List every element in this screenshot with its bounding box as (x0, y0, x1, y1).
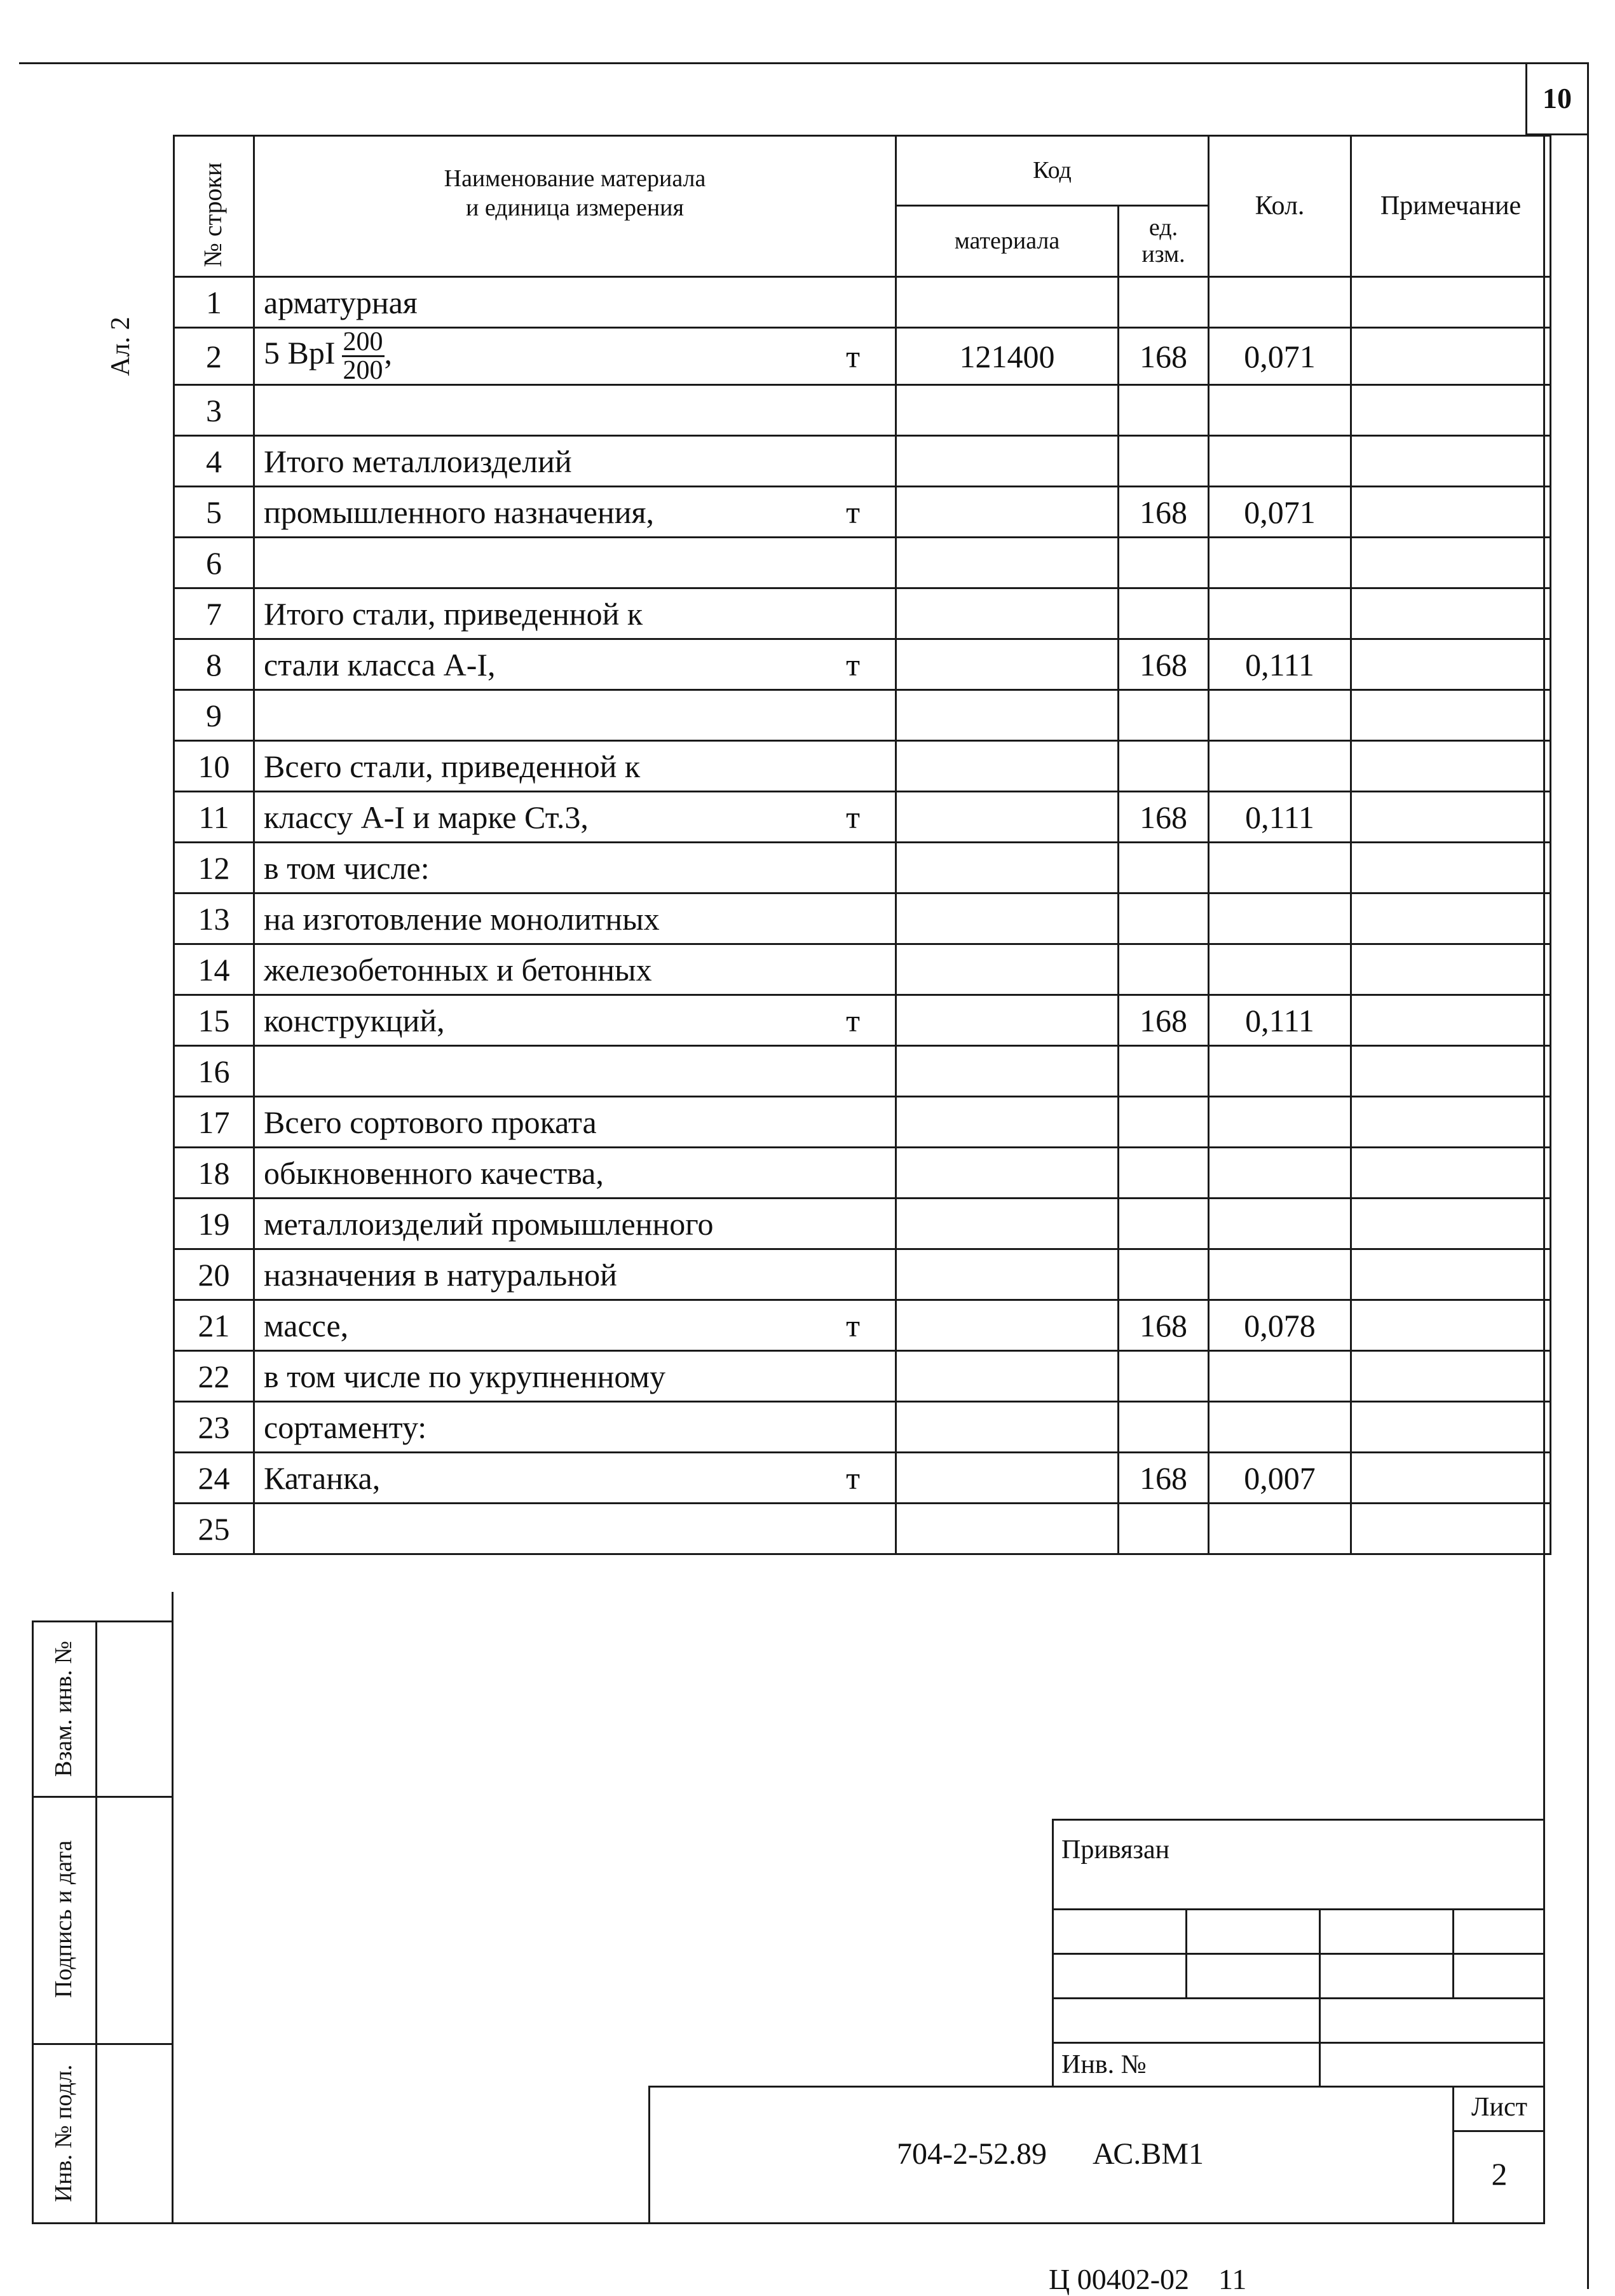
material-code-cell (896, 277, 1119, 328)
table-row (174, 436, 1551, 487)
tb-list-label: Лист (1471, 2093, 1527, 2122)
quantity-cell (1209, 1097, 1351, 1148)
unit-of-measure: т (846, 1002, 860, 1038)
material-name-cell (254, 1402, 896, 1453)
note-cell (1351, 741, 1551, 792)
row-number-cell: 16 (174, 1046, 254, 1097)
unit-code-cell (1119, 588, 1209, 639)
table-row (174, 1351, 1551, 1402)
material-name-text: стали класса А-I, (264, 646, 496, 683)
material-code-cell (896, 1504, 1119, 1554)
table-row (174, 995, 1551, 1046)
material-code-cell (896, 1402, 1119, 1453)
footer-code: Ц 00402-02 11 (1049, 2263, 1247, 2295)
unit-code-cell (1119, 1148, 1209, 1199)
note-cell (1351, 893, 1551, 944)
note-cell (1351, 843, 1551, 893)
row-number-cell: 18 (174, 1148, 254, 1199)
material-name-cell (254, 792, 896, 843)
material-code-cell (896, 944, 1119, 995)
row-number-cell: 17 (174, 1097, 254, 1148)
note-cell (1351, 1199, 1551, 1249)
quantity-cell (1209, 893, 1351, 944)
table-row (174, 741, 1551, 792)
quantity-cell (1209, 1504, 1351, 1554)
table-row (174, 1402, 1551, 1453)
material-name-cell (254, 944, 896, 995)
row-number-cell: 14 (174, 944, 254, 995)
material-code-cell (896, 741, 1119, 792)
quantity-cell (1209, 944, 1351, 995)
side-stamp-divider-2 (32, 2043, 173, 2045)
note-cell (1351, 1097, 1551, 1148)
material-name-cell (254, 843, 896, 893)
material-name-cell (254, 1148, 896, 1199)
quantity-cell: 0,078 (1209, 1300, 1351, 1351)
quantity-cell: 0,111 (1209, 639, 1351, 690)
material-code-cell (896, 385, 1119, 436)
row-number-cell: 10 (174, 741, 254, 792)
material-name-text: Катанка, (264, 1460, 381, 1496)
quantity-cell: 0,071 (1209, 487, 1351, 538)
row-number-cell: 24 (174, 1453, 254, 1504)
material-name-text: сортаменту: (264, 1409, 427, 1445)
quantity-cell (1209, 385, 1351, 436)
table-row (174, 1148, 1551, 1199)
table-row (174, 1199, 1551, 1249)
table-row (174, 792, 1551, 843)
material-name-text: Всего сортового проката (264, 1104, 597, 1140)
note-cell (1351, 588, 1551, 639)
quantity-cell (1209, 277, 1351, 328)
material-code-cell (896, 1300, 1119, 1351)
note-cell (1351, 385, 1551, 436)
tb-designation: 704-2-52.89 АС.ВМ1 (897, 2137, 1204, 2171)
note-cell (1351, 436, 1551, 487)
material-name-cell (254, 436, 896, 487)
table-row (174, 1097, 1551, 1148)
header-quantity: Кол. (1209, 136, 1351, 277)
tb-list-value: 2 (1491, 2156, 1508, 2192)
note-cell (1351, 995, 1551, 1046)
table-row (174, 277, 1551, 328)
note-cell (1351, 1300, 1551, 1351)
unit-code-cell (1119, 741, 1209, 792)
quantity-cell: 0,071 (1209, 328, 1351, 385)
material-code-cell (896, 690, 1119, 741)
row-number-cell: 9 (174, 690, 254, 741)
row-number-cell: 13 (174, 893, 254, 944)
tb-grid-col-2 (1319, 1908, 1321, 2086)
material-code-cell (896, 995, 1119, 1046)
row-number-cell: 25 (174, 1504, 254, 1554)
material-name-text: Всего стали, приведенной к (264, 748, 641, 784)
tb-grid-line-4 (1052, 2042, 1544, 2044)
material-name-cell (254, 1249, 896, 1300)
unit-code-cell: 168 (1119, 487, 1209, 538)
material-code-cell (896, 1097, 1119, 1148)
tb-inv-no: Инв. № (1061, 2050, 1147, 2079)
unit-code-cell: 168 (1119, 328, 1209, 385)
material-name-text: в том числе: (264, 850, 430, 886)
table-row (174, 1300, 1551, 1351)
material-code-cell (896, 1453, 1119, 1504)
material-name-text: конструкций, (264, 1002, 445, 1038)
note-cell (1351, 277, 1551, 328)
material-name-text: железобетонных и бетонных (264, 951, 652, 988)
table-row (174, 1453, 1551, 1504)
unit-code-cell (1119, 1046, 1209, 1097)
material-code-cell (896, 538, 1119, 588)
material-name-cell (254, 385, 896, 436)
row-number-cell: 1 (174, 277, 254, 328)
header-note: Примечание (1351, 136, 1551, 277)
side-stamp-middle (95, 1620, 97, 2224)
unit-code-cell (1119, 538, 1209, 588)
row-number-cell: 6 (174, 538, 254, 588)
material-name-cell (254, 1453, 896, 1504)
material-name-text: классу А-I и марке Ст.3, (264, 799, 589, 835)
quantity-cell: 0,007 (1209, 1453, 1351, 1504)
tb-grid-line-3 (1052, 1997, 1544, 1999)
material-code-cell (896, 893, 1119, 944)
material-name-text: на изготовление монолитных (264, 900, 660, 937)
unit-code-cell (1119, 893, 1209, 944)
material-name-text: массе, (264, 1307, 349, 1343)
left-frame-line (172, 1592, 174, 2224)
material-name-cell (254, 538, 896, 588)
name-suffix: , (384, 334, 392, 370)
specification-table (173, 135, 1551, 1555)
material-name-cell (254, 1300, 896, 1351)
quantity-cell: 0,111 (1209, 995, 1351, 1046)
quantity-cell: 0,111 (1209, 792, 1351, 843)
row-number-cell: 20 (174, 1249, 254, 1300)
header-row-number: № строки (174, 136, 254, 277)
material-name-cell (254, 277, 896, 328)
top-border (19, 62, 1589, 64)
tb-list-divider (1452, 2130, 1544, 2132)
material-code-cell (896, 1148, 1119, 1199)
unit-code-cell (1119, 1402, 1209, 1453)
material-code-cell (896, 1199, 1119, 1249)
sheet-number: 10 (1543, 82, 1572, 114)
table-row (174, 538, 1551, 588)
unit-code-cell (1119, 843, 1209, 893)
unit-code-cell (1119, 690, 1209, 741)
fraction-denominator: 200 (343, 356, 383, 385)
material-name-text: Итого металлоизделий (264, 443, 572, 479)
note-cell (1351, 1148, 1551, 1199)
unit-of-measure: т (846, 646, 860, 683)
side-stamp-divider-1 (32, 1796, 173, 1798)
al-label: Ал. 2 (106, 316, 135, 376)
quantity-cell (1209, 1249, 1351, 1300)
table-row (174, 588, 1551, 639)
row-number-cell: 3 (174, 385, 254, 436)
material-name-text: обыкновенного качества, (264, 1155, 604, 1191)
material-name-cell (254, 893, 896, 944)
material-code-cell (896, 588, 1119, 639)
row-number-cell: 11 (174, 792, 254, 843)
quantity-cell (1209, 690, 1351, 741)
unit-code-cell (1119, 385, 1209, 436)
unit-code-cell (1119, 436, 1209, 487)
tb-grid-col-1 (1185, 1908, 1187, 1997)
row-number-cell: 23 (174, 1402, 254, 1453)
material-name-text: металлоизделий промышленного (264, 1206, 714, 1242)
table-row (174, 1249, 1551, 1300)
quantity-cell (1209, 588, 1351, 639)
material-name-cell (254, 328, 896, 385)
table-row (174, 893, 1551, 944)
unit-of-measure: т (846, 1460, 860, 1496)
header-material-name: Наименование материала и единица измерения (254, 136, 896, 277)
quantity-cell (1209, 436, 1351, 487)
material-name-cell (254, 995, 896, 1046)
quantity-cell (1209, 1402, 1351, 1453)
tb-main-top (648, 2086, 1544, 2088)
side-stamp-left (32, 1620, 34, 2224)
note-cell (1351, 1249, 1551, 1300)
material-name-cell (254, 588, 896, 639)
row-number-cell: 19 (174, 1199, 254, 1249)
material-code-cell (896, 1249, 1119, 1300)
tb-privyazan: Привязан (1061, 1835, 1170, 1865)
row-number-cell: 2 (174, 328, 254, 385)
note-cell (1351, 944, 1551, 995)
table-row (174, 328, 1551, 385)
quantity-cell (1209, 538, 1351, 588)
unit-code-cell (1119, 1097, 1209, 1148)
note-cell (1351, 1402, 1551, 1453)
unit-code-cell: 168 (1119, 995, 1209, 1046)
unit-code-cell: 168 (1119, 792, 1209, 843)
note-cell (1351, 328, 1551, 385)
fraction-numerator: 200 (343, 327, 383, 357)
quantity-cell (1209, 1046, 1351, 1097)
side-stamp-inv-podl: Инв. № подл. (50, 2064, 77, 2203)
row-number-cell: 21 (174, 1300, 254, 1351)
table-row (174, 690, 1551, 741)
unit-code-cell (1119, 1199, 1209, 1249)
material-name-cell (254, 741, 896, 792)
unit-code-cell: 168 (1119, 1300, 1209, 1351)
material-name-cell (254, 1504, 896, 1554)
tb-privyazan-top (1052, 1819, 1544, 1821)
note-cell (1351, 1351, 1551, 1402)
material-name-text: арматурная (264, 284, 418, 320)
unit-code-cell: 168 (1119, 639, 1209, 690)
material-code-cell (896, 436, 1119, 487)
bottom-frame-line (32, 2222, 1544, 2224)
row-number-cell: 22 (174, 1351, 254, 1402)
material-name-cell (254, 1351, 896, 1402)
row-number-cell: 8 (174, 639, 254, 690)
table-row (174, 385, 1551, 436)
note-cell (1351, 538, 1551, 588)
quantity-cell (1209, 843, 1351, 893)
quantity-cell (1209, 1351, 1351, 1402)
quantity-cell (1209, 1199, 1351, 1249)
material-code-cell (896, 487, 1119, 538)
unit-code-cell (1119, 1249, 1209, 1300)
material-code-cell (896, 843, 1119, 893)
table-row (174, 639, 1551, 690)
note-cell (1351, 1453, 1551, 1504)
material-code-cell (896, 1351, 1119, 1402)
header-code-unit: ед. изм. (1119, 206, 1209, 277)
material-code-cell: 121400 (896, 328, 1119, 385)
spacing-fraction (342, 329, 385, 384)
material-name-cell (254, 1199, 896, 1249)
header-code-material: материала (896, 206, 1119, 277)
material-name-text: 5 ВрI (264, 334, 336, 370)
material-name-text: промышленного назначения, (264, 494, 654, 530)
material-name-text: назначения в натуральной (264, 1256, 617, 1293)
material-name-cell (254, 639, 896, 690)
material-code-cell (896, 1046, 1119, 1097)
material-name-text: в том числе по укрупненному (264, 1358, 666, 1394)
material-name-cell (254, 487, 896, 538)
note-cell (1351, 792, 1551, 843)
material-code-cell (896, 792, 1119, 843)
note-cell (1351, 1504, 1551, 1554)
material-name-cell (254, 1097, 896, 1148)
side-stamp-vzam-inv: Взам. инв. № (50, 1640, 77, 1777)
note-cell (1351, 690, 1551, 741)
table-row (174, 1504, 1551, 1554)
tb-grid-line-1 (1052, 1908, 1544, 1910)
row-number-cell: 4 (174, 436, 254, 487)
row-number-cell: 5 (174, 487, 254, 538)
tb-grid-line-2 (1052, 1953, 1544, 1955)
outer-right-line (1587, 62, 1589, 2289)
side-stamp-podpis-data: Подпись и дата (50, 1840, 77, 1999)
note-cell (1351, 639, 1551, 690)
material-name-cell (254, 1046, 896, 1097)
row-number-cell: 12 (174, 843, 254, 893)
unit-code-cell: 168 (1119, 1453, 1209, 1504)
header-code: Код (896, 136, 1209, 206)
table-row (174, 1046, 1551, 1097)
note-cell (1351, 1046, 1551, 1097)
unit-code-cell (1119, 944, 1209, 995)
note-cell (1351, 487, 1551, 538)
unit-of-measure: т (846, 1307, 860, 1343)
row-number-cell: 7 (174, 588, 254, 639)
unit-of-measure: т (846, 494, 860, 530)
table-row (174, 843, 1551, 893)
table-row (174, 944, 1551, 995)
unit-code-cell (1119, 1351, 1209, 1402)
unit-code-cell (1119, 1504, 1209, 1554)
quantity-cell (1209, 1148, 1351, 1199)
material-name-cell (254, 690, 896, 741)
side-stamp-top (32, 1620, 173, 1622)
unit-of-measure: т (846, 799, 860, 835)
quantity-cell (1209, 741, 1351, 792)
material-code-cell (896, 639, 1119, 690)
unit-of-measure: т (846, 338, 860, 374)
material-name-text: Итого стали, приведенной к (264, 595, 643, 632)
table-row (174, 487, 1551, 538)
row-number-cell: 15 (174, 995, 254, 1046)
tb-grid-col-3 (1452, 1908, 1454, 1997)
unit-code-cell (1119, 277, 1209, 328)
